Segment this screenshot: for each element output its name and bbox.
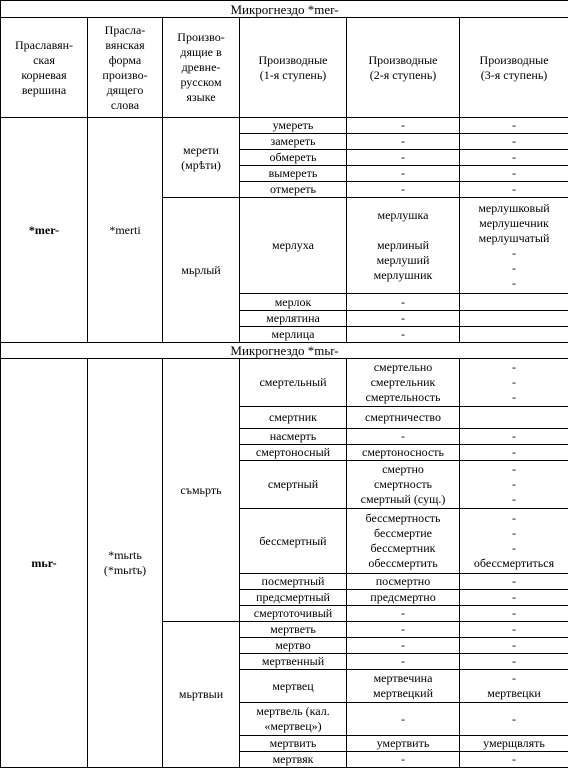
derivative-3: - мертвецки xyxy=(460,670,568,703)
producer-cell: мьрлый xyxy=(163,198,240,343)
derivative-2: - xyxy=(347,703,460,736)
table-row xyxy=(1,343,568,359)
derivative-1: мертвель (кал. «мертвец») xyxy=(240,703,347,736)
derivative-2: мерлушка мерлиный мерлуший мерлушник xyxy=(347,198,460,294)
root-cell: mьr- xyxy=(1,359,88,768)
producer-cell: мерети (мрѣти) xyxy=(163,118,240,198)
form-cell: *mьrtь (*mьrtъ) xyxy=(88,359,163,768)
root-cell: *mer- xyxy=(1,118,88,343)
column-header: Праcла- вянская форма произво- дящего слова xyxy=(88,18,163,118)
derivative-1: мертветь xyxy=(240,622,347,638)
column-header: Производные (1-я ступень) xyxy=(240,18,347,118)
derivative-1: смертоносный xyxy=(240,445,347,461)
derivative-3: - xyxy=(460,606,568,622)
derivative-2: - xyxy=(347,429,460,445)
derivative-2: смертоносность xyxy=(347,445,460,461)
column-header: Праславян- ская корневая вершина xyxy=(1,18,88,118)
table-row xyxy=(1,118,568,134)
derivative-1: предсмертный xyxy=(240,590,347,606)
derivative-2: бессмертность бессмертие бессмертник обессмертить xyxy=(347,509,460,574)
derivative-2: - xyxy=(347,752,460,768)
derivative-2: - xyxy=(347,327,460,343)
derivative-1: мерлица xyxy=(240,327,347,343)
derivative-2: - xyxy=(347,134,460,150)
derivative-3: - xyxy=(460,118,568,134)
derivative-3: умерщвлять xyxy=(460,736,568,752)
derivative-2: мертвечина мертвецкий xyxy=(347,670,460,703)
derivative-3: - xyxy=(460,752,568,768)
derivative-2: смертничество xyxy=(347,407,460,429)
derivative-2: - xyxy=(347,166,460,182)
derivative-3: - - - обессмертиться xyxy=(460,509,568,574)
derivative-2: - xyxy=(347,182,460,198)
derivative-2: - xyxy=(347,622,460,638)
derivative-3: - xyxy=(460,134,568,150)
derivative-2: - xyxy=(347,118,460,134)
derivative-1: замереть xyxy=(240,134,347,150)
derivative-3 xyxy=(460,407,568,429)
derivative-1: смертельный xyxy=(240,359,347,407)
derivative-2: - xyxy=(347,606,460,622)
derivative-3: - xyxy=(460,622,568,638)
table-row xyxy=(1,1,568,18)
derivative-2: - xyxy=(347,638,460,654)
column-header: Произво- дящие в древне- русском языке xyxy=(163,18,240,118)
column-header: Производные (2-я ступень) xyxy=(347,18,460,118)
derivative-3 xyxy=(460,294,568,311)
section-title: Микрогнездо *mer- xyxy=(1,1,568,18)
derivative-2: - xyxy=(347,150,460,166)
derivative-3: - xyxy=(460,574,568,590)
derivative-1: мерлятина xyxy=(240,311,347,327)
derivative-1: мертвенный xyxy=(240,654,347,670)
derivative-3: мерлушковый мерлушечник мерлушчатый - - - xyxy=(460,198,568,294)
derivative-1: мертвяк xyxy=(240,752,347,768)
derivative-1: отмереть xyxy=(240,182,347,198)
derivative-1: мерлок xyxy=(240,294,347,311)
derivative-3: - xyxy=(460,703,568,736)
derivative-1: посмертный xyxy=(240,574,347,590)
derivative-2: - xyxy=(347,294,460,311)
derivative-1: мерлуха xyxy=(240,198,347,294)
derivative-1: вымереть xyxy=(240,166,347,182)
derivative-2: - xyxy=(347,311,460,327)
derivative-2: предсмертно xyxy=(347,590,460,606)
derivative-2: смертно смертность смертный (сущ.) xyxy=(347,461,460,509)
derivative-3: - xyxy=(460,166,568,182)
derivative-3: - xyxy=(460,654,568,670)
table-row xyxy=(1,18,568,118)
derivative-1: обмереть xyxy=(240,150,347,166)
derivative-2: смертельно смертельник смертельность xyxy=(347,359,460,407)
derivative-3: - xyxy=(460,150,568,166)
derivative-1: насмерть xyxy=(240,429,347,445)
derivative-3: - xyxy=(460,638,568,654)
derivative-3: - xyxy=(460,445,568,461)
table-row xyxy=(1,359,568,407)
derivative-3: - xyxy=(460,429,568,445)
derivative-3 xyxy=(460,327,568,343)
derivative-2: - xyxy=(347,654,460,670)
derivative-1: бессмертный xyxy=(240,509,347,574)
producer-cell: мьртвыи xyxy=(163,622,240,768)
derivative-3: - xyxy=(460,590,568,606)
derivative-2: умертвить xyxy=(347,736,460,752)
derivative-1: смертник xyxy=(240,407,347,429)
form-cell: *merti xyxy=(88,118,163,343)
derivative-3: - xyxy=(460,182,568,198)
derivative-1: смертный xyxy=(240,461,347,509)
derivative-3 xyxy=(460,311,568,327)
derivative-1: мертво xyxy=(240,638,347,654)
derivative-2: посмертно xyxy=(347,574,460,590)
derivative-1: умереть xyxy=(240,118,347,134)
section-title: Микрогнездо *mьr- xyxy=(1,343,568,359)
column-header: Производные (3-я ступень) xyxy=(460,18,568,118)
derivative-3: - - - xyxy=(460,359,568,407)
derivative-1: мертвец xyxy=(240,670,347,703)
producer-cell: съмьрть xyxy=(163,359,240,622)
derivative-3: - - - xyxy=(460,461,568,509)
derivative-1: мертвить xyxy=(240,736,347,752)
derivative-1: смертоточивый xyxy=(240,606,347,622)
